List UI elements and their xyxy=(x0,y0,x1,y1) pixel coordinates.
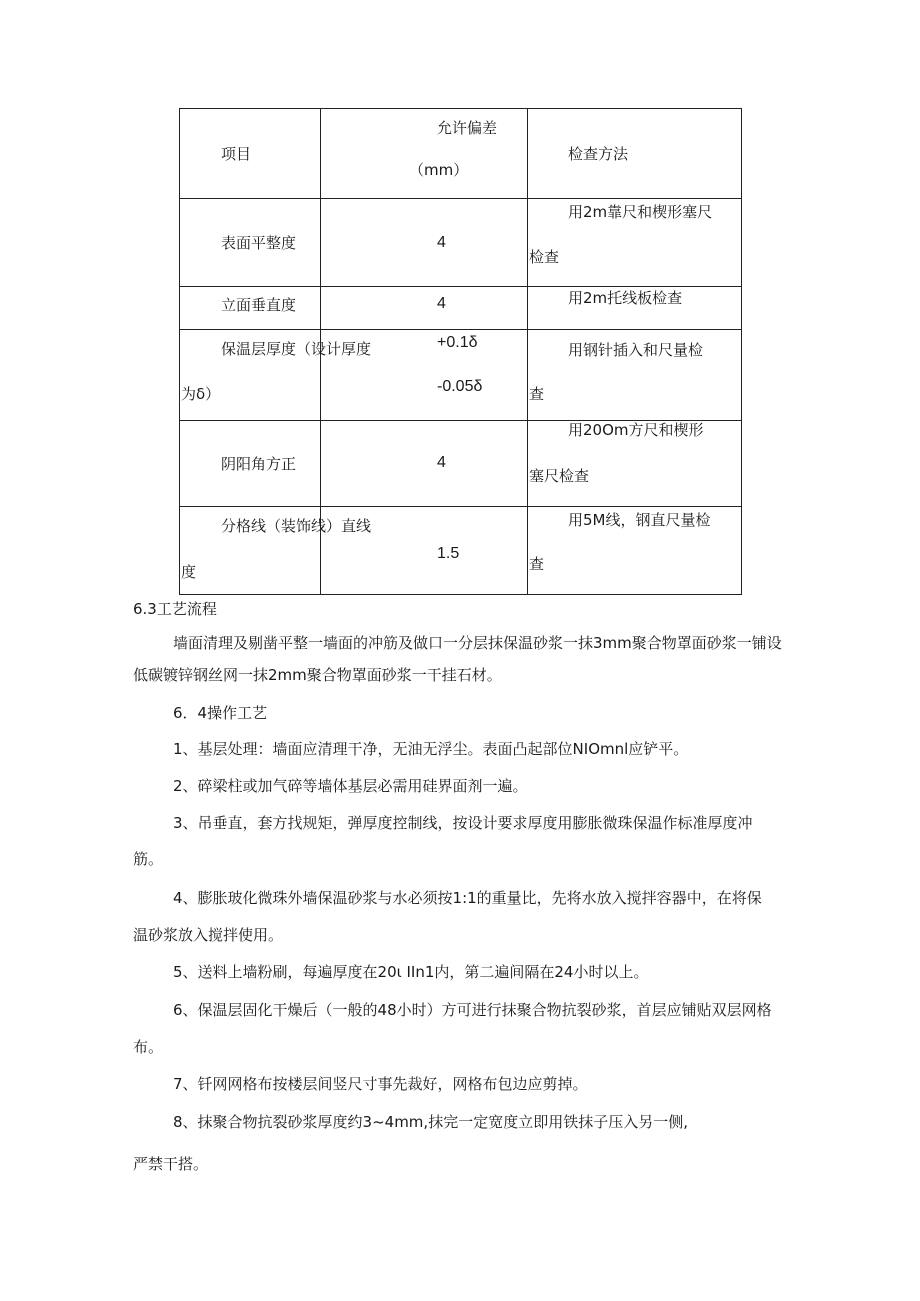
row3-method-line1: 用钢针插入和尺量检 xyxy=(568,341,704,359)
row2-method-line1: 用2m托线板检查 xyxy=(568,289,683,307)
table-row-divider xyxy=(180,506,741,507)
row1-tolerance: 4 xyxy=(437,234,446,251)
table-row-divider xyxy=(180,329,741,330)
operation-item-8-line2: 严禁干搭。 xyxy=(133,1155,209,1173)
operation-item-7: 7、钎网网格布按楼层间竖尺寸事先裁好，网格布包边应剪掉。 xyxy=(173,1075,588,1093)
operation-item-3-line1: 3、吊垂直，套方找规矩，弹厚度控制线，按设计要求厚度用膨胀微珠保温作标准厚度冲 xyxy=(173,814,753,832)
row3-tolerance-line1: +0.1δ xyxy=(437,334,478,351)
row3-tolerance-line2: -0.05δ xyxy=(437,378,483,395)
operation-item-1: 1、基层处理：墙面应清理干净，无油无浮尘。表面凸起部位NIOmnl应铲平。 xyxy=(173,740,689,758)
row4-item: 阴阳角方正 xyxy=(221,455,297,473)
process-flow-line2: 低碳镀锌钢丝网一抹2mm聚合物罩面砂浆一干挂石材。 xyxy=(133,666,502,684)
table-row-divider xyxy=(180,198,741,199)
row2-tolerance: 4 xyxy=(437,295,446,312)
header-tolerance-line2: （mm） xyxy=(409,161,469,179)
table-column-divider xyxy=(527,109,528,594)
row5-method-line1: 用5M线，钢直尺量检 xyxy=(568,511,711,529)
row4-method-line2: 塞尺检查 xyxy=(529,467,590,485)
row4-tolerance: 4 xyxy=(437,454,446,471)
operation-item-8-line1: 8、抹聚合物抗裂砂浆厚度约3~4mm,抹完一定宽度立即用铁抹子压入另一侧, xyxy=(173,1113,688,1131)
operation-item-4-line2: 温砂浆放入搅拌使用。 xyxy=(133,926,284,944)
operation-item-2: 2、碎梁柱或加气碎等墙体基层必需用硅界面剂一遍。 xyxy=(173,777,528,795)
row3-item-line1: 保温层厚度（设计厚度 xyxy=(221,340,372,358)
row5-item-line1: 分格线（装饰线）直线 xyxy=(221,517,372,535)
operation-item-6-line1: 6、保温层固化干燥后（一般的48小时）方可进行抹聚合物抗裂砂浆，首层应铺贴双层网格 xyxy=(173,1001,772,1019)
process-flow-line1: 墙面清理及剔凿平整一墙面的冲筋及做口一分层抹保温砂浆一抹3mm聚合物罩面砂浆一铺设 xyxy=(173,634,782,652)
row3-method-line2: 查 xyxy=(529,385,545,403)
header-item: 项目 xyxy=(221,145,252,163)
row1-method-line1: 用2m靠尺和楔形塞尺 xyxy=(568,203,713,221)
table-row-divider xyxy=(180,286,741,287)
row2-item: 立面垂直度 xyxy=(221,296,297,314)
tolerance-table xyxy=(179,108,742,595)
operation-item-6-line2: 布。 xyxy=(133,1038,164,1056)
row5-method-line2: 查 xyxy=(529,555,545,573)
row1-item: 表面平整度 xyxy=(221,234,297,252)
section-6-4-title: 6．4操作工艺 xyxy=(173,704,268,722)
row4-method-line1: 用20Om方尺和楔形 xyxy=(568,421,704,439)
row1-method-line2: 检查 xyxy=(529,248,560,266)
header-tolerance-line1: 允许偏差 xyxy=(437,119,498,137)
header-method: 检查方法 xyxy=(568,145,629,163)
section-6-3-title: 6.3工艺流程 xyxy=(133,600,217,618)
row5-tolerance: 1.5 xyxy=(437,545,460,562)
operation-item-4-line1: 4、膨胀玻化微珠外墙保温砂浆与水必须按1:1的重量比，先将水放入搅拌容器中，在将保 xyxy=(173,889,762,907)
row3-item-line2: 为δ） xyxy=(181,385,221,403)
operation-item-3-line2: 筋。 xyxy=(133,850,164,868)
operation-item-5: 5、送料上墙粉刷，每遍厚度在20ι IIn1内，第二遍间隔在24小时以上。 xyxy=(173,963,649,981)
row5-item-line2: 度 xyxy=(181,563,197,581)
